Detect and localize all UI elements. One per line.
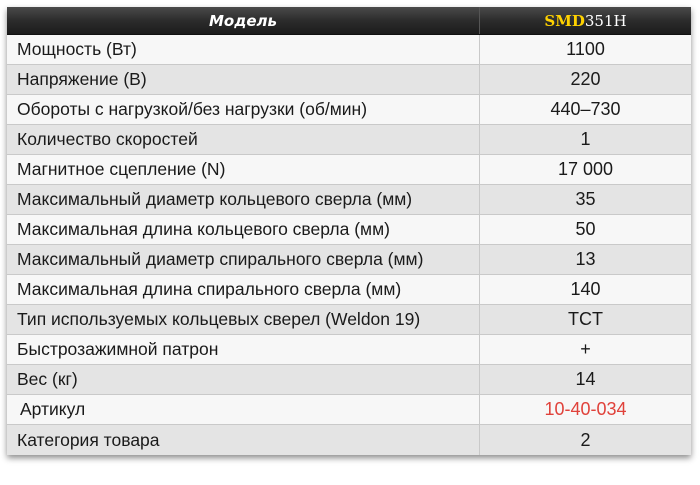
header-model: [480, 7, 691, 34]
table-row-power: [7, 35, 691, 65]
spec-label: Максимальный диаметр спирального сверла (мм): [7, 245, 480, 274]
spec-value: 35: [575, 189, 596, 209]
spec-label: Тип используемых кольцевых сверел (Weldon 19): [7, 305, 480, 334]
spec-label: Вес (кг): [7, 365, 480, 394]
table-row-rpm: [7, 95, 691, 125]
table-row-annular-length: [7, 215, 691, 245]
spec-label: Обороты с нагрузкой/без нагрузки (об/мин): [7, 95, 480, 124]
model-brand: SMD: [544, 11, 585, 30]
spec-label: Быстрозажимной патрон: [7, 335, 480, 364]
spec-value: 1100: [566, 39, 605, 59]
spec-label: Категория товара: [7, 425, 480, 455]
table-row-twist-length: [7, 275, 691, 305]
spec-value: 13: [575, 249, 596, 269]
table-row-cutter-type: [7, 305, 691, 335]
table-row-twist-diameter: [7, 245, 691, 275]
spec-label: Максимальный диаметр кольцевого сверла (мм): [7, 185, 480, 214]
spec-value: 140: [570, 279, 601, 299]
spec-value: 50: [575, 219, 596, 239]
table-row-annular-diameter: [7, 185, 691, 215]
header-label: Модель: [7, 7, 480, 34]
spec-label: Количество скоростей: [7, 125, 480, 154]
table-row-chuck: [7, 335, 691, 365]
spec-value: 220: [570, 69, 601, 89]
spec-value: 2: [580, 429, 591, 450]
spec-label: Мощность (Вт): [7, 35, 480, 64]
spec-label: Напряжение (В): [7, 65, 480, 94]
spec-label: Магнитное сцепление (N): [7, 155, 480, 184]
table-row-voltage: [7, 65, 691, 95]
spec-label: Максимальная длина спирального сверла (мм): [7, 275, 480, 304]
spec-value: 1: [580, 129, 591, 149]
table-row-category: [7, 425, 691, 455]
spec-value: TCT: [568, 309, 603, 329]
table-header: [7, 7, 691, 35]
spec-table: [7, 7, 691, 455]
table-row-weight: [7, 365, 691, 395]
table-row-speeds: [7, 125, 691, 155]
spec-label: Артикул: [7, 395, 480, 424]
table-row-article: [7, 395, 691, 425]
model-number: 351H: [584, 11, 627, 30]
spec-value: 440–730: [550, 99, 621, 119]
spec-value: 14: [575, 369, 596, 389]
article-number: 10-40-034: [544, 399, 627, 419]
spec-label: Максимальная длина кольцевого сверла (мм): [7, 215, 480, 244]
spec-value: +: [580, 339, 591, 359]
spec-rows: [7, 35, 691, 455]
table-row-magnetic-force: [7, 155, 691, 185]
spec-value: 17 000: [557, 159, 614, 179]
